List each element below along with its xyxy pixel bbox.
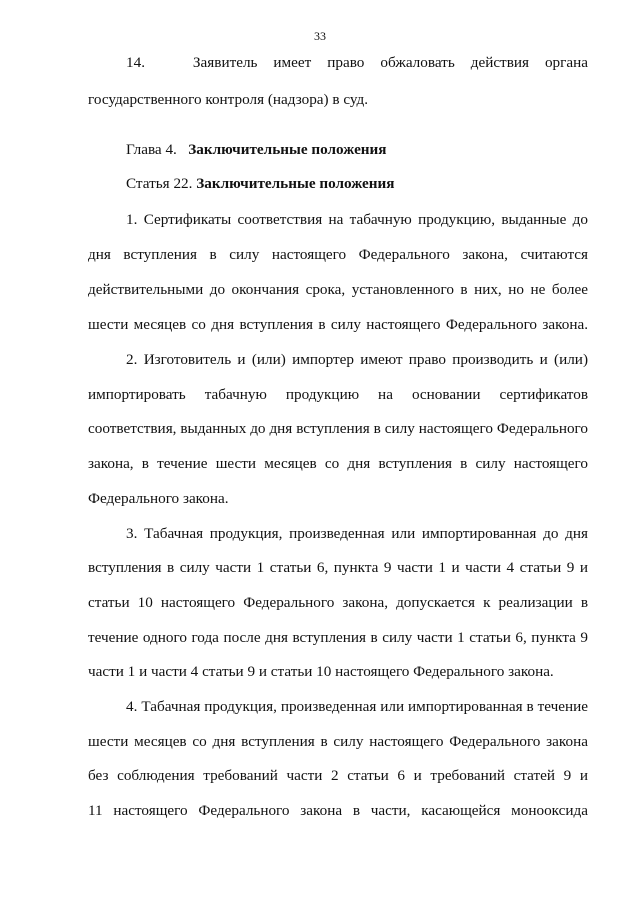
text-line: соответствия, выданных до дня вступления в силу настоящего Федерального	[88, 420, 588, 437]
text-line: статьи 10 настоящего Федерального закона, допускается к реализации в	[88, 594, 588, 611]
text-line: 3. Табачная продукция, произведенная или импортированная до дня	[126, 525, 588, 542]
text-line: без соблюдения требований части 2 статьи 6 и требований статей 9 и	[88, 767, 588, 784]
text-line: дня вступления в силу настоящего Федерального закона, считаются	[88, 246, 588, 263]
article-prefix: Статья 22.	[126, 175, 197, 192]
chapter-heading	[126, 141, 588, 159]
chapter-title: Заключительные положения	[188, 141, 387, 158]
text-line: закона, в течение шести месяцев со дня вступления в силу настоящего	[88, 455, 588, 472]
text-line: государственного контроля (надзора) в суд.	[88, 91, 369, 108]
text-line: 4. Табачная продукция, произведенная или импортированная в течение	[126, 698, 588, 715]
article-heading	[126, 175, 588, 193]
text-line: Федерального закона.	[88, 490, 229, 507]
text-line: действительными до окончания срока, установленного в них, но не более	[88, 281, 588, 298]
text-line: 1. Сертификаты соответствия на табачную продукцию, выданные до	[126, 211, 588, 228]
text-line: 14. Заявитель имеет право обжаловать действия органа	[126, 54, 588, 71]
text-line: 11 настоящего Федерального закона в части, касающейся монооксида	[88, 802, 588, 819]
text-line: течение одного года после дня вступления в силу части 1 статьи 6, пункта 9	[88, 629, 588, 646]
text-line: шести месяцев со дня вступления в силу настоящего Федерального закона	[88, 733, 588, 750]
text-line: шести месяцев со дня вступления в силу настоящего Федерального закона.	[88, 316, 588, 333]
page-number: 33	[314, 29, 326, 43]
text-line: вступления в силу части 1 статьи 6, пункта 9 части 1 и части 4 статьи 9 и	[88, 559, 588, 576]
text-line: 2. Изготовитель и (или) импортер имеют право производить и (или)	[126, 351, 588, 368]
article-title: Заключительные положения	[196, 175, 395, 192]
chapter-prefix: Глава 4.	[126, 141, 189, 158]
text-line: части 1 и части 4 статьи 9 и статьи 10 настоящего Федерального закона.	[88, 663, 554, 680]
text-line: импортировать табачную продукцию на основании сертификатов	[88, 386, 588, 403]
